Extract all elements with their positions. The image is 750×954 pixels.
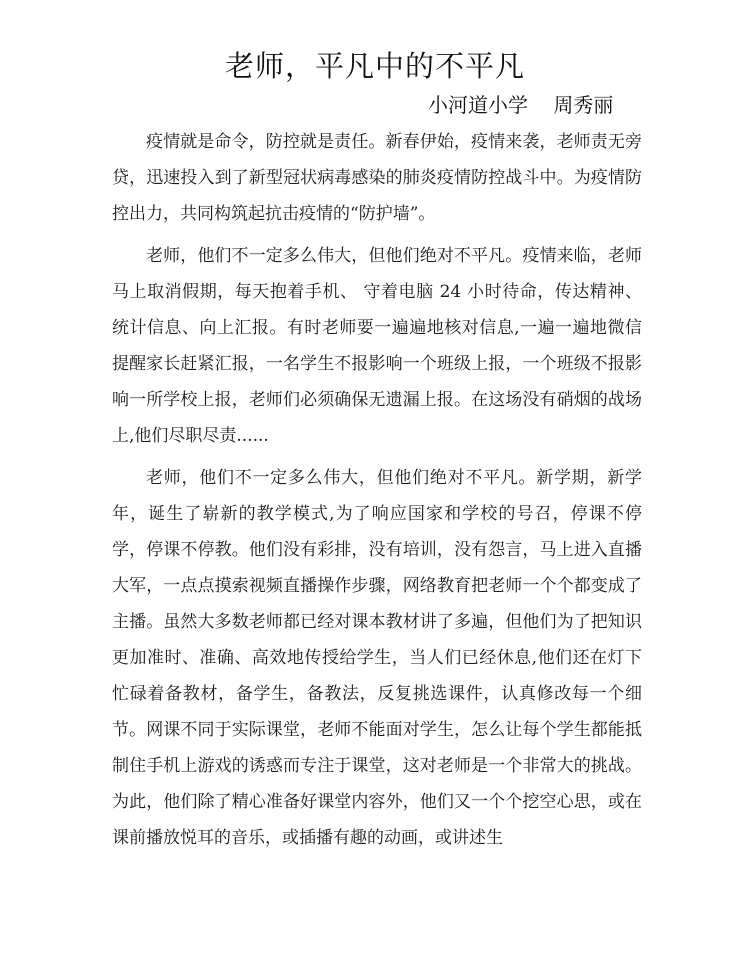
paragraph-1: 疫情就是命令，防控就是责任。新春伊始，疫情来袭，老师责无旁贷，迅速投入到了新型冠状病毒感染的肺炎疫情防控战斗中。为疫情防控出力，共同构筑起抗击疫情的“防护墙”。 bbox=[112, 132, 642, 224]
document-title: 老师，平凡中的不平凡 bbox=[224, 49, 525, 83]
paragraph-3: 老师，他们不一定多么伟大，但他们绝对不平凡。新学期，新学年，诞生了崭新的教学模式,为了响应国家和学校的号召，停课不停学，停课不停教。他们没有彩排，没有培训，没有怨言，马上进入直播大军，一点点摸索视频直播操作步骤，网络教育把老师一个个都变成了主播。虽然大多数老师都已经对课本教材讲了多遍，但他们为了把知识更加准时、准确、高效地传授给学生，当人们已经休息,他们还在灯下忙碌着备教材，备学生，备教法，反复挑选课件，认真修改每一个细节。网课不同于实际课堂，老师不能面对学生，怎么让每个学生都能抵制住手机上游戏的诱惑而专注于课堂，这对老师是一个非常大的挑战。为此，他们除了精心准备好课堂内容外，他们又一个个挖空心思，或在课前播放悦耳的音乐，或插播有趣的动画，或讲述生 bbox=[112, 468, 642, 848]
document-author: 小河道小学 周秀丽 bbox=[428, 93, 614, 117]
document-body bbox=[112, 124, 642, 862]
paragraph-2: 老师，他们不一定多么伟大，但他们绝对不平凡。疫情来临，老师马上取消假期，每天抱着手机、 守着电脑 24 小时待命，传达精神、统计信息、向上汇报。有时老师要一遍遍地核对信息,一遍一遍地微信提醒家长赶紧汇报，一名学生不报影响一个班级上报，一个班级不报影响一所学校上报，老师们必须确保无遗漏上报。在这场没有硝烟的战场上,他们尽职尽责...... bbox=[112, 246, 642, 446]
